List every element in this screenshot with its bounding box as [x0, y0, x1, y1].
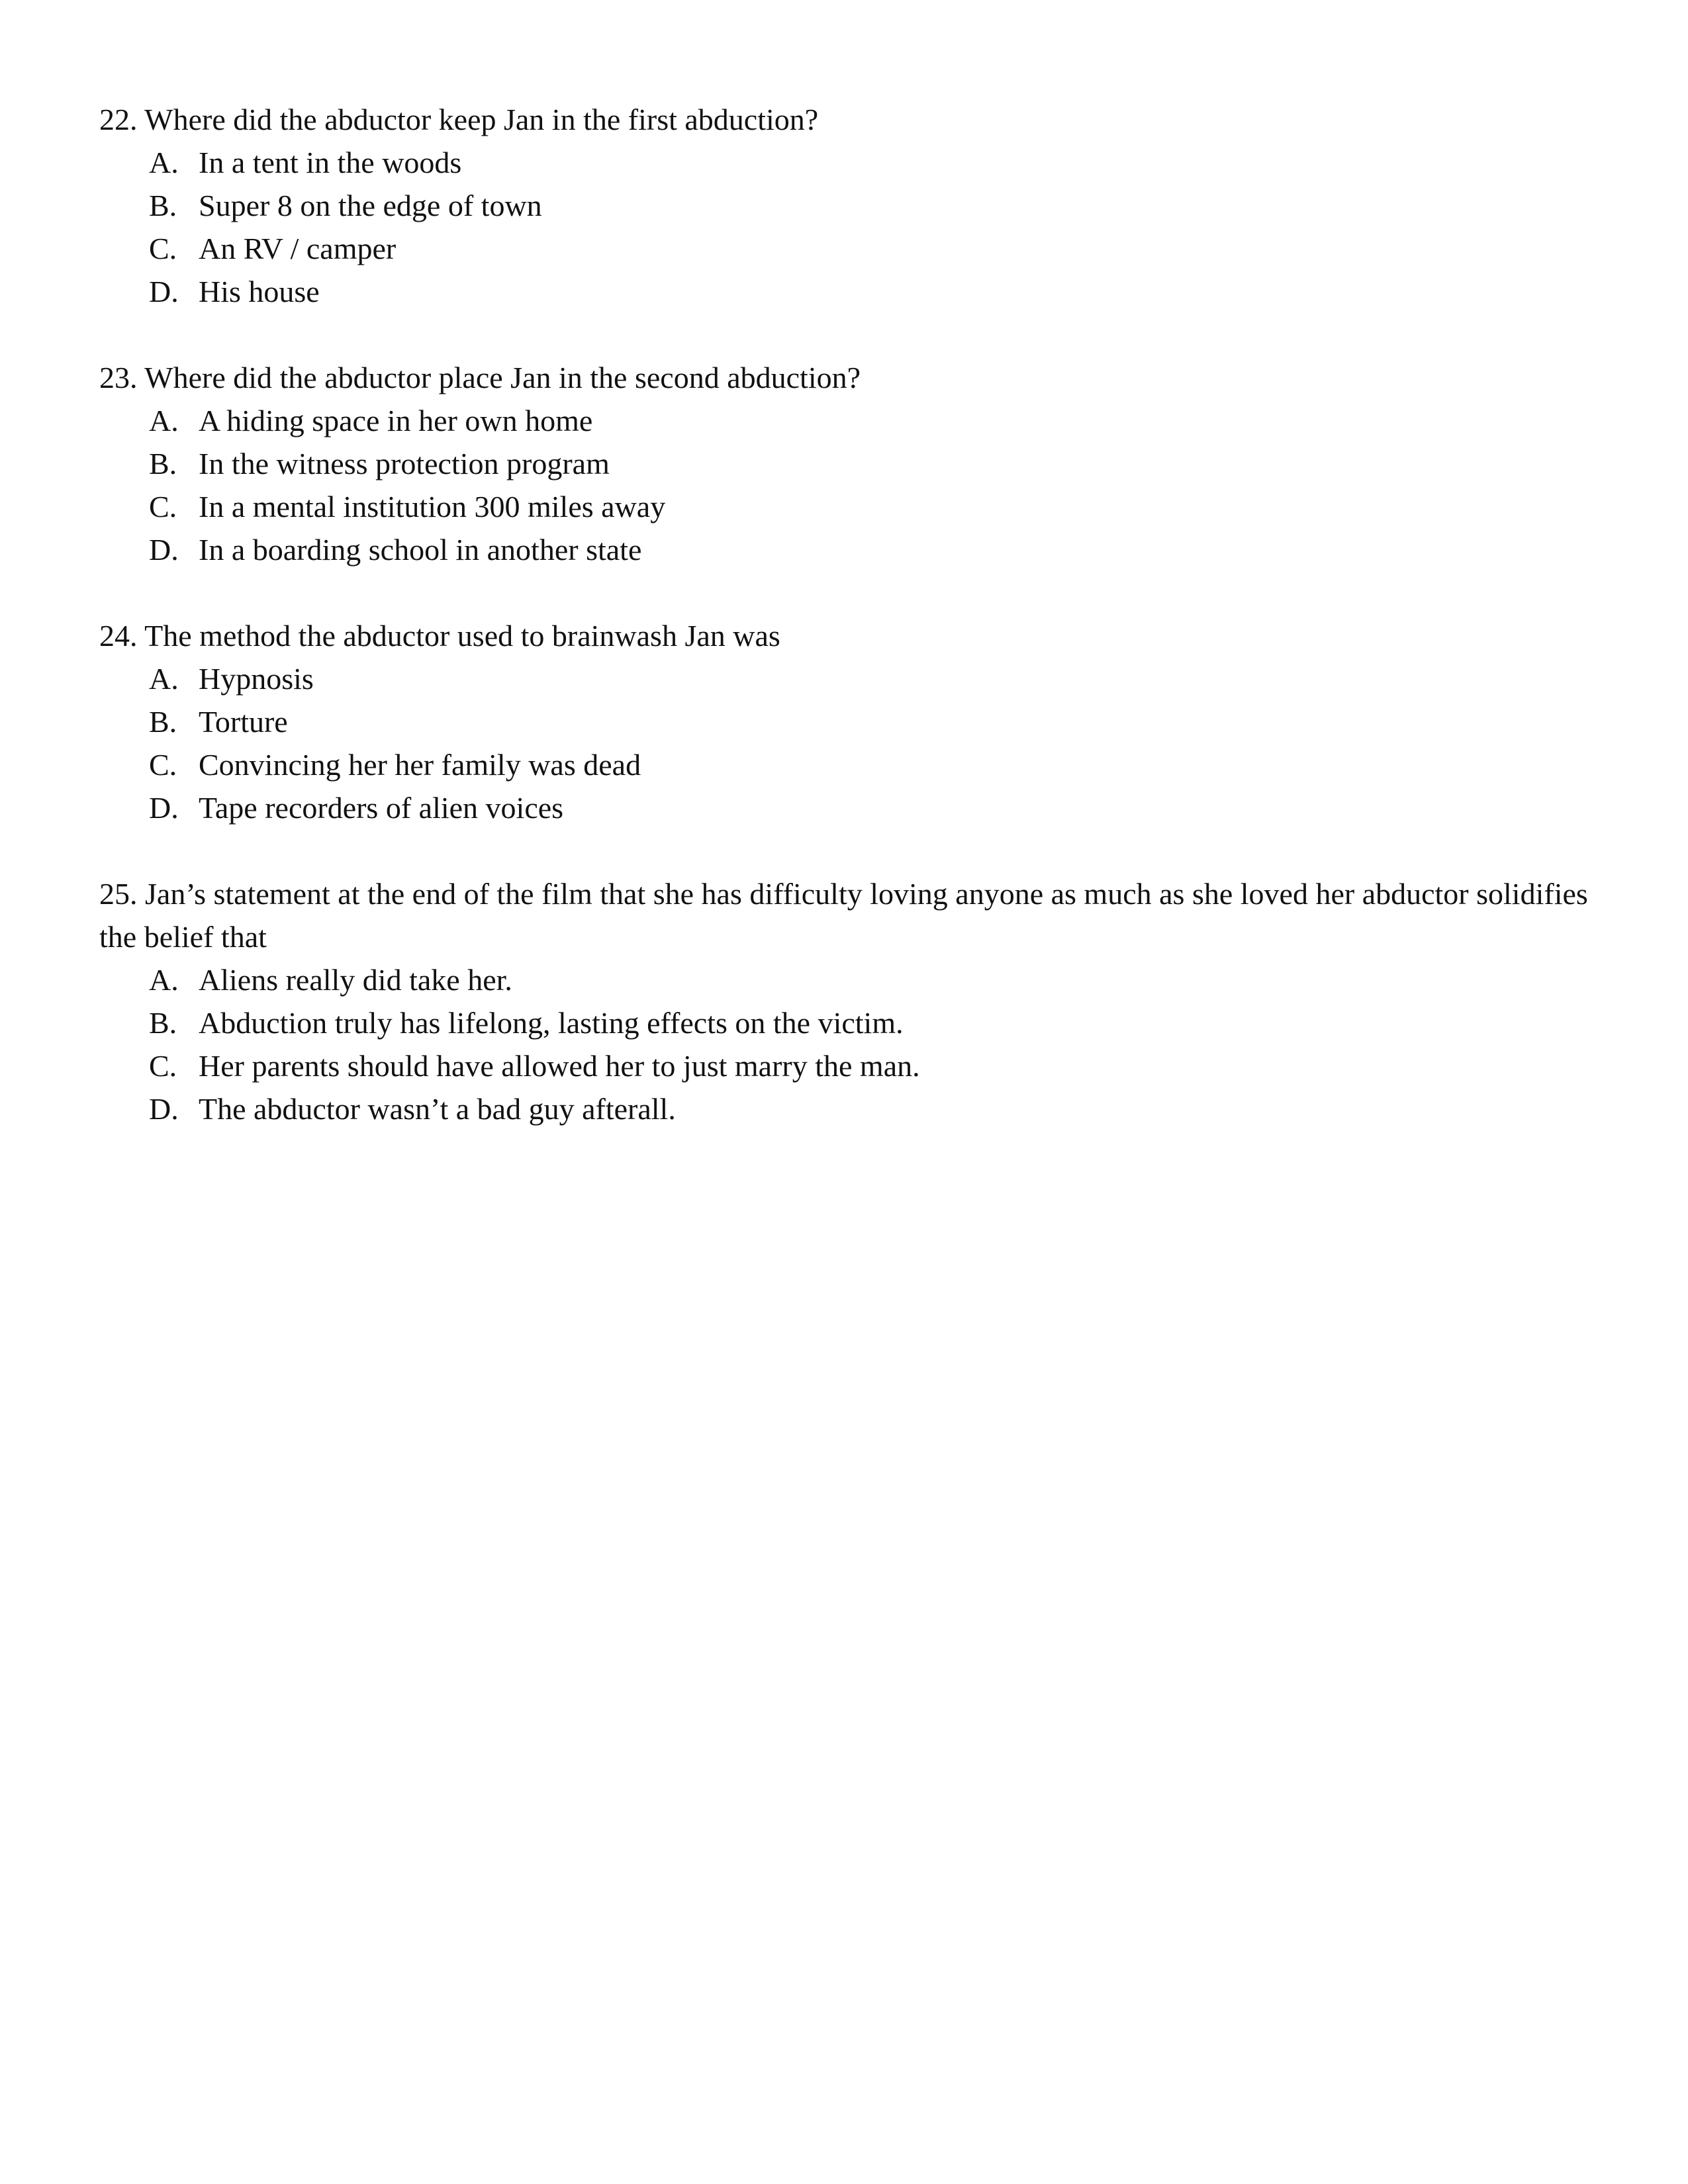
option-text: Aliens really did take her.	[199, 963, 512, 997]
answer-options	[99, 657, 1589, 829]
answer-options	[99, 399, 1589, 571]
option-letter: D.	[149, 533, 179, 567]
option-text: Abduction truly has lifelong, lasting effects on the victim.	[199, 1006, 904, 1040]
answer-option	[99, 184, 1589, 227]
option-text: Her parents should have allowed her to just marry the man.	[199, 1049, 920, 1083]
option-text: His house	[199, 275, 320, 308]
option-letter: D.	[149, 275, 179, 308]
question-text: 22. Where did the abductor keep Jan in the first abduction?	[99, 103, 819, 136]
option-letter: B.	[149, 705, 177, 739]
option-text: Torture	[199, 705, 288, 739]
option-letter: B.	[149, 447, 177, 480]
option-text: Tape recorders of alien voices	[199, 791, 564, 825]
answer-option	[99, 1001, 1589, 1044]
answer-options	[99, 958, 1589, 1130]
option-text: Super 8 on the edge of town	[199, 189, 542, 222]
answer-option	[99, 1087, 1589, 1130]
answer-option	[99, 700, 1589, 743]
option-text: In a tent in the woods	[199, 146, 462, 179]
answer-option	[99, 786, 1589, 829]
option-text: In a boarding school in another state	[199, 533, 642, 567]
option-letter: C.	[149, 490, 177, 523]
answer-option	[99, 528, 1589, 571]
option-letter: A.	[149, 146, 179, 179]
option-text: An RV / camper	[199, 232, 397, 265]
option-text: Hypnosis	[199, 662, 314, 696]
question-22	[99, 98, 1589, 313]
question-23	[99, 356, 1589, 571]
question-list	[99, 98, 1596, 1173]
answer-option	[99, 485, 1589, 528]
option-letter: C.	[149, 748, 177, 782]
answer-option	[99, 141, 1589, 184]
answer-options	[99, 141, 1589, 313]
option-text: Convincing her her family was dead	[199, 748, 641, 782]
answer-option	[99, 399, 1589, 442]
answer-option	[99, 442, 1589, 485]
option-text: The abductor wasn’t a bad guy afterall.	[199, 1092, 676, 1126]
option-letter: C.	[149, 232, 177, 265]
question-text: 24. The method the abductor used to brainwash Jan was	[99, 619, 780, 653]
question-25	[99, 872, 1596, 1130]
answer-option	[99, 227, 1589, 270]
option-letter: D.	[149, 1092, 179, 1126]
question-24	[99, 614, 1589, 829]
option-letter: B.	[149, 189, 177, 222]
option-text: In the witness protection program	[199, 447, 610, 480]
option-letter: C.	[149, 1049, 177, 1083]
option-text: In a mental institution 300 miles away	[199, 490, 666, 523]
answer-option	[99, 743, 1589, 786]
option-letter: D.	[149, 791, 179, 825]
answer-option	[99, 657, 1589, 700]
option-letter: A.	[149, 963, 179, 997]
answer-option	[99, 958, 1589, 1001]
answer-option	[99, 270, 1589, 313]
option-letter: A.	[149, 404, 179, 437]
answer-option	[99, 1044, 1589, 1087]
option-letter: A.	[149, 662, 179, 696]
option-letter: B.	[149, 1006, 177, 1040]
question-text: 23. Where did the abductor place Jan in the second abduction?	[99, 361, 861, 394]
option-text: A hiding space in her own home	[199, 404, 593, 437]
question-text: 25. Jan’s statement at the end of the film that she has difficulty loving anyone as much as she loved her abductor solidifies the belief that	[99, 877, 1596, 954]
